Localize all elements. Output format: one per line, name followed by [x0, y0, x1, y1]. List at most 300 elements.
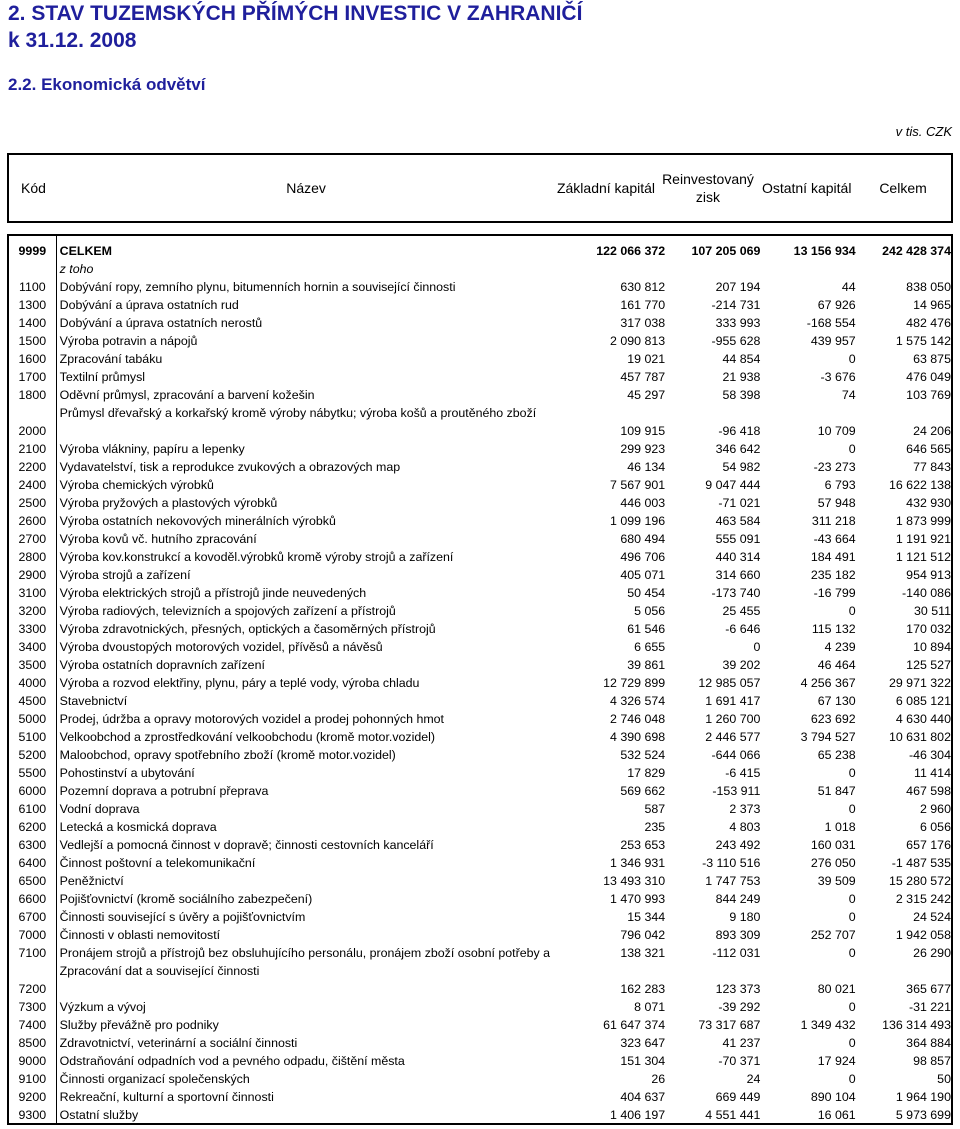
row-total: 98 857 — [913, 1054, 951, 1068]
row-code: 6600 — [18, 892, 47, 906]
row-code: 7000 — [18, 928, 47, 942]
row-base-capital: 1 099 196 — [610, 514, 666, 528]
table-row — [9, 782, 951, 800]
row-name: Služby převážně pro podniky — [59, 1018, 219, 1032]
table-row — [9, 908, 951, 926]
row-code: 3100 — [18, 586, 47, 600]
row-total: 6 056 — [919, 820, 951, 834]
title-line-2: k 31.12. 2008 — [8, 29, 137, 52]
row-name: Odstraňování odpadních vod a pevného odpadu, čištění města — [59, 1054, 405, 1068]
row-reinvested-profit: 1 260 700 — [705, 712, 761, 726]
row-code: 2500 — [18, 496, 47, 510]
row-other-capital: -16 799 — [813, 586, 856, 600]
row-other-capital: 13 156 934 — [793, 244, 856, 258]
row-total: 646 565 — [906, 442, 951, 456]
row-other-capital: 44 — [841, 280, 856, 294]
row-code: 6200 — [18, 820, 47, 834]
row-base-capital: 12 729 899 — [603, 676, 666, 690]
row-reinvested-profit: 333 993 — [715, 316, 761, 330]
row-other-capital: 65 238 — [817, 748, 856, 762]
row-base-capital — [570, 260, 665, 278]
row-reinvested-profit: -173 740 — [711, 586, 761, 600]
table-body — [7, 234, 953, 1125]
row-base-capital: 13 493 310 — [603, 874, 666, 888]
row-reinvested-profit: -39 292 — [718, 1000, 761, 1014]
row-name: Dobývání ropy, zemního plynu, bitumenních hornin a související činnosti — [59, 280, 456, 294]
table-row — [9, 674, 951, 692]
table-row — [9, 710, 951, 728]
section-title: 2.2. Ekonomická odvětví — [8, 75, 206, 94]
table-row — [9, 1034, 951, 1052]
row-code: 1600 — [18, 352, 47, 366]
row-name: Výroba vlákniny, papíru a lepenky — [59, 442, 245, 456]
row-base-capital: 496 706 — [620, 550, 666, 564]
row-code: 9000 — [18, 1054, 47, 1068]
row-base-capital: 61 647 374 — [603, 1018, 666, 1032]
row-code: 2700 — [18, 532, 47, 546]
row-code: 2900 — [18, 568, 47, 582]
table-row — [9, 458, 951, 476]
row-total: 242 428 374 — [882, 244, 951, 258]
row-other-capital: 0 — [848, 892, 856, 906]
row-total: 136 314 493 — [882, 1018, 951, 1032]
row-name: Zpracování tabáku — [59, 352, 163, 366]
table-row — [9, 1070, 951, 1088]
row-reinvested-profit: 9 047 444 — [705, 478, 761, 492]
row-reinvested-profit: 2 446 577 — [705, 730, 761, 744]
row-base-capital: 317 038 — [620, 316, 666, 330]
row-name: Pojišťovnictví (kromě sociálního zabezpečení) — [59, 892, 313, 906]
header-name: Název — [286, 180, 326, 196]
row-name: Ostatní služby — [59, 1108, 139, 1122]
row-total: 2 315 242 — [895, 892, 951, 906]
row-name: Prodej, údržba a opravy motorových vozidel a prodej pohonných hmot — [59, 712, 444, 726]
row-code: 3200 — [18, 604, 47, 618]
row-other-capital: 4 256 367 — [800, 676, 856, 690]
row-total: 16 622 138 — [888, 478, 951, 492]
row-name: Velkoobchod a zprostředkování velkoobchodu (kromě motor.vozidel) — [59, 730, 436, 744]
row-reinvested-profit: 54 982 — [722, 460, 761, 474]
row-name: Zpracování dat a související činnosti — [59, 964, 260, 978]
row-name: Vedlejší a pomocná činnost v dopravě; činnosti cestovních kanceláří — [59, 838, 434, 852]
row-total: 954 913 — [906, 568, 951, 582]
row-reinvested-profit: 1 747 753 — [705, 874, 761, 888]
row-name: Výroba dvoustopých motorových vozidel, přívěsů a návěsů — [59, 640, 383, 654]
row-base-capital: 457 787 — [620, 370, 666, 384]
row-reinvested-profit: 893 309 — [715, 928, 761, 942]
row-other-capital: 67 926 — [817, 298, 856, 312]
row-reinvested-profit: 207 194 — [715, 280, 761, 294]
row-name: Výroba pryžových a plastových výrobků — [59, 496, 278, 510]
row-name: Pohostinství a ubytování — [59, 766, 195, 780]
row-total: 24 206 — [913, 424, 951, 438]
row-code: 1800 — [18, 388, 47, 402]
row-total: 432 930 — [906, 496, 951, 510]
table-row — [9, 566, 951, 584]
row-total: 77 843 — [913, 460, 951, 474]
row-name: Dobývání a úprava ostatních nerostů — [59, 316, 263, 330]
row-name: Výroba radiových, televizních a spojových zařízení a přístrojů — [59, 604, 396, 618]
row-base-capital: 39 861 — [627, 658, 666, 672]
row-reinvested-profit: 24 — [746, 1072, 761, 1086]
row-other-capital: 39 509 — [817, 874, 856, 888]
header-reinvested-profit: Reinvestovaný zisk — [662, 171, 754, 205]
row-name: Maloobchod, opravy spotřebního zboží (kromě motor.vozidel) — [59, 748, 396, 762]
row-base-capital: 4 390 698 — [610, 730, 666, 744]
row-code: 9999 — [18, 244, 47, 258]
row-code: 5100 — [18, 730, 47, 744]
row-other-capital: 1 018 — [824, 820, 856, 834]
row-code: 6700 — [18, 910, 47, 924]
row-reinvested-profit: 21 938 — [722, 370, 761, 384]
row-other-capital: 4 239 — [824, 640, 856, 654]
row-other-capital: 439 957 — [810, 334, 856, 348]
row-base-capital: 7 567 901 — [610, 478, 666, 492]
table-row — [9, 1052, 951, 1070]
row-base-capital: 50 454 — [627, 586, 666, 600]
row-code: 9100 — [18, 1072, 47, 1086]
row-total: 170 032 — [906, 622, 951, 636]
row-other-capital: 0 — [848, 766, 856, 780]
row-reinvested-profit: -6 415 — [725, 766, 761, 780]
row-base-capital: 446 003 — [620, 496, 666, 510]
page-title — [8, 0, 582, 54]
row-total: -31 221 — [908, 1000, 951, 1014]
row-total: 5 973 699 — [895, 1108, 951, 1122]
row-total: 10 894 — [913, 640, 951, 654]
row-code: 6500 — [18, 874, 47, 888]
table-row — [9, 602, 951, 620]
unit-label: v tis. CZK — [895, 124, 952, 139]
row-code: 7200 — [18, 982, 47, 996]
row-reinvested-profit: -644 066 — [711, 748, 761, 762]
row-other-capital: 160 031 — [810, 838, 856, 852]
row-name: Výroba ostatních dopravních zařízení — [59, 658, 265, 672]
table-row — [9, 800, 951, 818]
row-other-capital: 0 — [848, 442, 856, 456]
row-other-capital: 115 132 — [811, 622, 856, 636]
row-reinvested-profit: -214 731 — [711, 298, 761, 312]
row-total: -1 487 535 — [891, 856, 951, 870]
row-reinvested-profit: 4 803 — [729, 820, 761, 834]
row-name: Průmysl dřevařský a korkařský kromě výroby nábytku; výroba košů a proutěného zboží — [59, 406, 537, 420]
row-other-capital: 276 050 — [810, 856, 856, 870]
row-reinvested-profit: -70 371 — [718, 1054, 761, 1068]
row-code: 7100 — [18, 946, 47, 960]
row-other-capital: -3 676 — [820, 370, 856, 384]
row-total: 1 575 142 — [895, 334, 951, 348]
row-total: 103 769 — [906, 388, 951, 402]
row-base-capital: 2 746 048 — [610, 712, 666, 726]
row-total — [856, 260, 951, 278]
row-code: 2000 — [18, 424, 47, 438]
row-base-capital: 162 283 — [620, 982, 666, 996]
row-total: 1 873 999 — [895, 514, 951, 528]
row-code: 2400 — [18, 478, 47, 492]
row-other-capital: 74 — [841, 388, 856, 402]
row-other-capital: -43 664 — [813, 532, 856, 546]
row-name: Vydavatelství, tisk a reprodukce zvukových a obrazových map — [59, 460, 401, 474]
table-row — [9, 530, 951, 548]
row-reinvested-profit: 4 551 441 — [705, 1108, 761, 1122]
row-other-capital: 1 349 432 — [800, 1018, 856, 1032]
row-total: 2 960 — [919, 802, 951, 816]
row-name: Výroba a rozvod elektřiny, plynu, páry a teplé vody, výroba chladu — [59, 676, 420, 690]
row-total: 476 049 — [906, 370, 951, 384]
row-other-capital: 3 794 527 — [800, 730, 856, 744]
table-row — [9, 476, 951, 494]
row-name: Dobývání a úprava ostatních rud — [59, 298, 239, 312]
row-other-capital: 51 847 — [817, 784, 856, 798]
row-name: Vodní doprava — [59, 802, 140, 816]
row-total: 364 884 — [906, 1036, 951, 1050]
row-name: Oděvní průmysl, zpracování a barvení kožešin — [59, 388, 315, 402]
table-row — [9, 494, 951, 512]
row-total: 14 965 — [913, 298, 951, 312]
row-name: Výroba chemických výrobků — [59, 478, 214, 492]
row-base-capital: 26 — [651, 1072, 666, 1086]
row-other-capital: 16 061 — [817, 1108, 856, 1122]
row-other-capital: 0 — [848, 604, 856, 618]
row-code: 2100 — [18, 442, 47, 456]
row-base-capital: 151 304 — [620, 1054, 666, 1068]
row-base-capital: 17 829 — [627, 766, 666, 780]
row-base-capital: 1 406 197 — [610, 1108, 666, 1122]
table-row — [9, 998, 951, 1016]
row-reinvested-profit: 73 317 687 — [698, 1018, 761, 1032]
row-reinvested-profit: 2 373 — [729, 802, 761, 816]
table-row — [9, 1106, 951, 1124]
row-code: 6300 — [18, 838, 47, 852]
table-row — [9, 962, 951, 998]
row-reinvested-profit: 463 584 — [715, 514, 761, 528]
header-code: Kód — [20, 180, 46, 196]
row-name: CELKEM — [59, 244, 112, 258]
row-reinvested-profit: 555 091 — [715, 532, 761, 546]
table-row — [9, 242, 951, 260]
row-base-capital: 5 056 — [634, 604, 666, 618]
table-row — [9, 386, 951, 404]
row-name: Zdravotnictví, veterinární a sociální činnosti — [59, 1036, 298, 1050]
table-row — [9, 314, 951, 332]
row-reinvested-profit: 44 854 — [722, 352, 761, 366]
row-name: Pozemní doprava a potrubní přeprava — [59, 784, 269, 798]
row-base-capital: 323 647 — [620, 1036, 666, 1050]
row-other-capital: 17 924 — [817, 1054, 856, 1068]
row-other-capital: 10 709 — [817, 424, 856, 438]
row-code: 2600 — [18, 514, 47, 528]
row-base-capital: 2 090 813 — [610, 334, 666, 348]
row-code: 5000 — [18, 712, 47, 726]
row-name: Pronájem strojů a přístrojů bez obsluhujícího personálu, pronájem zboží osobní potřeby a — [59, 946, 551, 960]
row-base-capital: 138 321 — [620, 946, 666, 960]
row-total: 482 476 — [906, 316, 951, 330]
row-other-capital — [760, 260, 855, 278]
table-row — [9, 368, 951, 386]
table-row — [9, 620, 951, 638]
row-name: Výroba kovů vč. hutního zpracování — [59, 532, 257, 546]
row-reinvested-profit: 41 237 — [722, 1036, 761, 1050]
row-total: 63 875 — [913, 352, 951, 366]
table-row — [9, 746, 951, 764]
row-reinvested-profit: 346 642 — [715, 442, 761, 456]
table-row — [9, 278, 951, 296]
row-name: Peněžnictví — [59, 874, 124, 888]
table-row — [9, 836, 951, 854]
row-total: -140 086 — [902, 586, 951, 600]
row-name: Textilní průmysl — [59, 370, 146, 384]
row-total: 467 598 — [906, 784, 951, 798]
table-row — [9, 404, 951, 440]
row-code: 6400 — [18, 856, 47, 870]
row-other-capital: 0 — [848, 946, 856, 960]
row-total: 50 — [937, 1072, 951, 1086]
table-row — [9, 656, 951, 674]
row-code: 1400 — [18, 316, 47, 330]
row-other-capital: 57 948 — [817, 496, 856, 510]
row-other-capital: 0 — [848, 352, 856, 366]
row-base-capital: 61 546 — [627, 622, 666, 636]
row-code: 8500 — [18, 1036, 47, 1050]
row-other-capital: 0 — [848, 1072, 856, 1086]
row-reinvested-profit: -153 911 — [712, 784, 761, 798]
row-total: 30 511 — [913, 604, 951, 618]
row-reinvested-profit: 107 205 069 — [691, 244, 761, 258]
table-row — [9, 638, 951, 656]
row-reinvested-profit: 1 691 417 — [705, 694, 761, 708]
row-other-capital: -168 554 — [806, 316, 856, 330]
row-code: 1500 — [18, 334, 47, 348]
row-name: Výroba elektrických strojů a přístrojů jinde neuvedených — [59, 586, 367, 600]
row-code: 3400 — [18, 640, 47, 654]
row-total: 4 630 440 — [895, 712, 951, 726]
row-reinvested-profit: -3 110 516 — [702, 856, 761, 870]
row-name: Činnosti v oblasti nemovitostí — [59, 928, 221, 942]
row-name: Činnosti organizací společenských — [59, 1072, 250, 1086]
table-header — [7, 153, 953, 223]
row-total: 10 631 802 — [888, 730, 951, 744]
row-other-capital: 890 104 — [810, 1090, 856, 1104]
row-name: Letecká a kosmická doprava — [59, 820, 217, 834]
row-reinvested-profit: 12 985 057 — [698, 676, 761, 690]
row-other-capital: 311 218 — [811, 514, 856, 528]
row-other-capital: 184 491 — [810, 550, 856, 564]
row-total: 15 280 572 — [888, 874, 951, 888]
row-total: -46 304 — [908, 748, 951, 762]
row-name: Výroba strojů a zařízení — [59, 568, 191, 582]
row-total: 838 050 — [906, 280, 951, 294]
row-base-capital: 1 346 931 — [610, 856, 666, 870]
row-code: 9300 — [18, 1108, 47, 1122]
row-base-capital: 680 494 — [620, 532, 666, 546]
row-other-capital: 235 182 — [810, 568, 856, 582]
row-other-capital: 0 — [848, 1036, 856, 1050]
row-total: 29 971 322 — [888, 676, 951, 690]
table-row — [9, 350, 951, 368]
row-base-capital: 122 066 372 — [596, 244, 666, 258]
row-code: 4500 — [18, 694, 47, 708]
table-row — [9, 260, 951, 278]
row-name: Činnost poštovní a telekomunikační — [59, 856, 256, 870]
row-other-capital: 6 793 — [824, 478, 856, 492]
row-base-capital: 8 071 — [634, 1000, 666, 1014]
table-row — [9, 764, 951, 782]
table-row — [9, 890, 951, 908]
row-total: 1 942 058 — [895, 928, 951, 942]
row-base-capital: 405 071 — [620, 568, 666, 582]
row-base-capital: 4 326 574 — [610, 694, 666, 708]
header-total: Celkem — [879, 180, 927, 196]
row-other-capital: 0 — [848, 802, 856, 816]
row-total: 1 964 190 — [895, 1090, 951, 1104]
row-base-capital: 6 655 — [634, 640, 666, 654]
row-other-capital: 67 130 — [817, 694, 856, 708]
row-code: 6000 — [18, 784, 47, 798]
row-name: Výzkum a vývoj — [59, 1000, 146, 1014]
table-row — [9, 296, 951, 314]
row-reinvested-profit: -96 418 — [718, 424, 761, 438]
row-other-capital: 252 707 — [810, 928, 856, 942]
row-reinvested-profit: 440 314 — [715, 550, 761, 564]
row-other-capital: 0 — [848, 910, 856, 924]
table-row — [9, 728, 951, 746]
row-base-capital: 1 470 993 — [610, 892, 666, 906]
row-code: 7300 — [18, 1000, 47, 1014]
row-code: 7400 — [18, 1018, 47, 1032]
table-row — [9, 818, 951, 836]
row-reinvested-profit: 844 249 — [715, 892, 761, 906]
row-other-capital: -23 273 — [813, 460, 856, 474]
row-base-capital: 299 923 — [620, 442, 666, 456]
row-total: 6 085 121 — [895, 694, 951, 708]
row-name: Rekreační, kulturní a sportovní činnosti — [59, 1090, 274, 1104]
table-row — [9, 512, 951, 530]
row-name: Výroba ostatních nekovových minerálních výrobků — [59, 514, 336, 528]
row-other-capital: 623 692 — [810, 712, 856, 726]
row-name: Výroba zdravotnických, přesných, optických a časoměrných přístrojů — [59, 622, 436, 636]
row-reinvested-profit: 314 660 — [715, 568, 761, 582]
row-total: 1 191 921 — [895, 532, 951, 546]
row-base-capital: 796 042 — [620, 928, 666, 942]
row-total: 125 527 — [906, 658, 951, 672]
table-row — [9, 692, 951, 710]
header-base-capital: Základní kapitál — [556, 180, 656, 196]
row-code — [9, 260, 56, 278]
row-other-capital: 80 021 — [817, 982, 856, 996]
row-name: Výroba potravin a nápojů — [59, 334, 198, 348]
row-code: 1700 — [18, 370, 47, 384]
table-row — [9, 926, 951, 944]
row-reinvested-profit: -6 646 — [725, 622, 761, 636]
row-code: 6100 — [18, 802, 47, 816]
row-total: 1 121 512 — [895, 550, 951, 564]
row-code: 3500 — [18, 658, 47, 672]
row-base-capital: 630 812 — [620, 280, 666, 294]
row-total: 657 176 — [906, 838, 951, 852]
row-base-capital: 109 915 — [620, 424, 666, 438]
row-reinvested-profit: -71 021 — [718, 496, 761, 510]
row-name: Výroba kov.konstrukcí a kovoděl.výrobků kromě výroby strojů a zařízení — [59, 550, 454, 564]
row-reinvested-profit: 0 — [753, 640, 761, 654]
row-code: 1100 — [19, 280, 46, 294]
row-base-capital: 19 021 — [627, 352, 666, 366]
row-code: 5500 — [18, 766, 47, 780]
row-name: z toho — [59, 262, 94, 276]
row-reinvested-profit: -955 628 — [711, 334, 761, 348]
row-other-capital: 0 — [848, 1000, 856, 1014]
row-total: 26 290 — [913, 946, 951, 960]
row-base-capital: 587 — [644, 802, 666, 816]
